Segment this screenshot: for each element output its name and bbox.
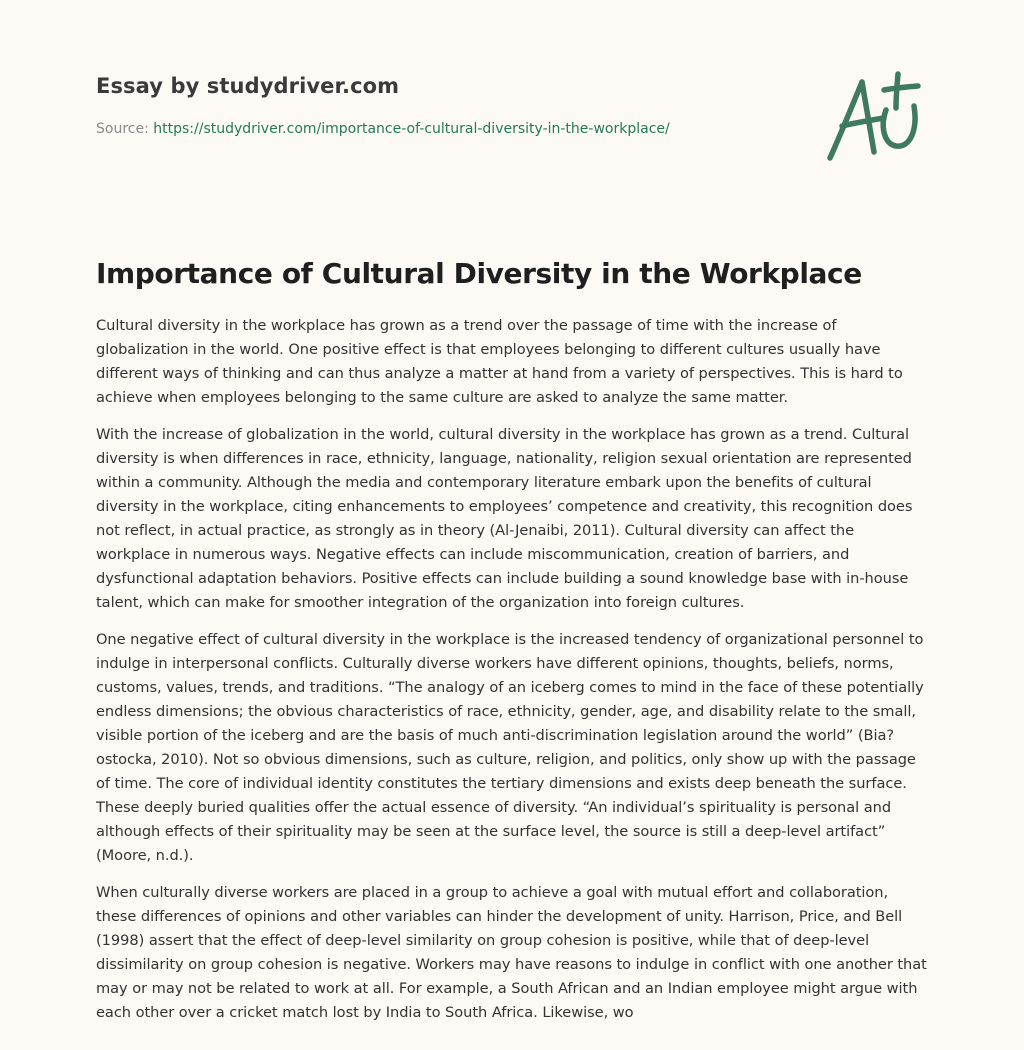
article-paragraph: With the increase of globalization in the world, cultural diversity in the workplace has grown as a trend. Cultural diversity is when differences in race, ethnicity, language, nationality, religion sexual orientation are represented within a community. Although the media and contemporary literature embark upon the benefits of cultural diversity in the workplace, citing enhancements to employees’ competence and creativity, this recognition does not reflect, in actual practice, as strongly as in theory (Al-Jenaibi, 2011). Cultural diversity can affect the workplace in numerous ways. Negative effects can include miscommunication, creation of barriers, and dysfunctional adaptation behaviors. Positive effects can include building a sound knowledge base with in-house talent, which can make for smoother integration of the organization into foreign cultures. — [96, 426, 913, 611]
article-paragraph: When culturally diverse workers are placed in a group to achieve a goal with mutual effort and collaboration, these differences of opinions and other variables can hinder the development of unity. Harrison, Price, and Bell (1998) assert that the effect of deep-level similarity on group cohesion is positive, while that of deep-level dissimilarity on group cohesion is negative. Workers may have reasons to indulge in conflict with one another that may or may not be related to work at all. For example, a South African and an Indian employee might argue with each other over a cricket match lost by India to South Africa. Likewise, wo — [96, 884, 927, 1021]
site-header — [96, 74, 796, 137]
source-link[interactable]: https://studydriver.com/importance-of-cultural-diversity-in-the-workplace/ — [153, 121, 670, 137]
source-label: Source: — [96, 121, 154, 137]
article-paragraph: One negative effect of cultural diversity in the workplace is the increased tendency of organizational personnel to indulge in interpersonal conflicts. Culturally diverse workers have different opinions, thoughts, beliefs, norms, customs, values, trends, and traditions. “The analogy of an iceberg comes to mind in the face of these potentially endless dimensions; the obvious characteristics of race, ethnicity, gender, age, and disability relate to the small, visible portion of the iceberg and are the basis of much anti-discrimination legislation around the world” (Bia? ostocka, 2010). Not so obvious dimensions, such as culture, religion, and politics, only show up with the passage of time. The core of individual identity constitutes the tertiary dimensions and exists deep beneath the surface. These deeply buried qualities offer the actual essence of diversity. “An individual’s spirituality is personal and although effects of their spirituality may be seen at the surface level, the source is still a deep-level artifact” (Moore, n.d.). — [96, 631, 924, 864]
source-line — [96, 121, 796, 137]
a-plus-grade-icon — [818, 66, 928, 166]
brand-title: Essay by studydriver.com — [96, 74, 400, 98]
article-paragraph: Cultural diversity in the workplace has grown as a trend over the passage of time with the increase of globalization in the world. One positive effect is that employees belonging to different cultures usually have different ways of thinking and can thus analyze a matter at hand from a variety of perspectives. This is hard to achieve when employees belonging to the same culture are asked to analyze the same matter. — [96, 317, 903, 406]
article-title: Importance of Cultural Diversity in the Workplace — [96, 257, 862, 290]
article — [96, 254, 930, 1038]
